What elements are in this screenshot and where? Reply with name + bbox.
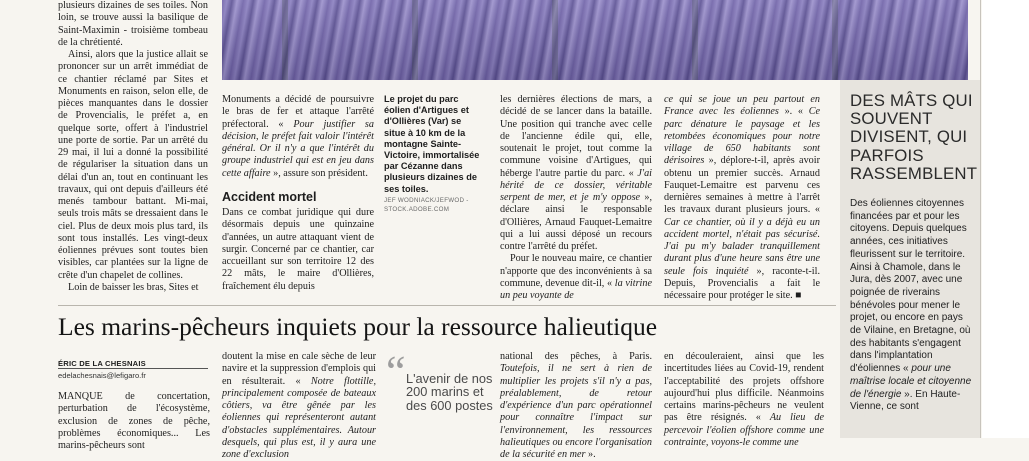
author-email: edelachesnais@lefigaro.fr: [58, 371, 146, 380]
paragraph: Monuments a décidé de poursuivre le bras de fer et attaque l'arrêté préfectoral. « Pour justifier sa décision, le préfet fait valoir l'intérêt général. Or il n'y a que l'intérêt du groupe industriel qui est en jeu dans cette affaire », assure son président.: [222, 94, 374, 179]
paragraph: en découleraient, ainsi que les incertitudes liées au Covid-19, rendent l'acceptabilité des projets offshore aujourd'hui plus difficile. Néanmoins certains marins-pêcheurs ne veulent pas être résignés. « Au lieu de percevoir l'éolien offshore comme une contrainte, voyons-le comme une: [664, 351, 824, 448]
lavender-field-photo: [222, 0, 968, 80]
article-separator: [58, 305, 836, 306]
pull-quote: L'avenir de nos 200 marins et des 600 postes: [406, 371, 493, 413]
paragraph: doutent la mise en cale sèche de leur navire et la suppression d'emplois qui en résulterait. « Notre flottille, principalement composée de bateaux côtiers, va être gênée par les éoliennes qui représenteront autant d'obstacles supplémentaires. Autour desquels, qui plus est, il y aura une zone d'exclusion: [222, 351, 376, 460]
article-column-2: [222, 94, 374, 190]
subheading: Accident mortel: [222, 190, 317, 204]
article-column-2-continued: [222, 207, 374, 293]
paragraph: plusieurs dizaines de ses toiles. Non loin, se trouve aussi la basilique de Saint-Maximin - troisième tombeau de la chrétienté.: [58, 0, 208, 48]
quote-mark-icon: “: [386, 347, 406, 396]
article2-column-4: [664, 351, 824, 448]
article-headline: Les marins-pêcheurs inquiets pour la ressource halieutique: [58, 312, 658, 341]
article-column-1: [58, 0, 208, 296]
paragraph: Loin de baisser les bras, Sites et: [68, 281, 199, 293]
photo-credit: JEF WODNIACK/JEFWOD - STOCK.ADOBE.COM: [384, 197, 469, 213]
page-margin: [982, 0, 1029, 438]
paragraph: Pour le nouveau maire, ce chantier n'apporte que des inconvénients à sa commune, devenue dit-il, « la vitrine un peu voyante de: [500, 253, 652, 301]
article-column-4: [664, 94, 821, 301]
sidebar-text: Des éoliennes citoyennes financées par et pour les citoyens. Depuis quelques années, ces initiatives fleurissent sur le territoire. Ainsi à Chamole, dans le Jura, dès 2007, avec une poignée de riverains bénévoles pour mener le projet, ou encore en pays de Vilaine, en Bretagne, où des habitants s'engagent dans l'implantation d'éoliennes « pour une maîtrise locale et citoyenne de l'énergie ». En Haute-Vienne, ce sont: [850, 198, 972, 413]
paragraph: Ainsi, alors que la justice allait se prononcer sur un arrêt immédiat de ce chantier réclamé par Sites et Monuments en raison, selon elle, de pièces manquantes dans le dossier de Provencialis, le préfet a, en quelque sorte, offert à l'industriel une porte de sortie. Par un arrêté du 29 mai, il lui a donné la possibilité de régulariser la situation dans un délai d'un an, tout en continuant les travaux, qui ont depuis d'ailleurs été menés tambour battant. Mi-mai, seuls trois mâts se dressaient dans le ciel. Plus de deux mois plus tard, ils sont tous installés. Les vingt-deux éoliennes prévues sont toutes bien visibles, car plantées sur la ligne de crête d'un chapelet de collines.: [58, 49, 208, 281]
article2-column-3: [500, 351, 652, 460]
sidebar-title: DES MÂTS QUI SOUVENT DIVISENT, QUI PARFOIS RASSEMBLENT: [850, 91, 978, 183]
page-edge-rule: [980, 0, 981, 438]
author-divider: [58, 368, 208, 369]
paragraph: ce qui se joue un peu partout en France avec les éoliennes ». « Ce parc dénature le paysage et les retombées économiques pour notre village de 650 habitants sont dérisoires », déplore-t-il, après avoir obtenu un premier succès. Arnaud Fauquet-Lemaitre est parvenu ces dernières semaines à mettre à l'arrêt les travaux durant plusieurs jours. « Car ce chantier, où il y a déjà eu un accident mortel, n'était pas sécurisé. J'ai pu m'y balader tranquillement durant plus d'une heure sans être une seule fois inquiété », raconte-t-il. Depuis, Provencialis a fait le nécessaire pour protéger le site. ■: [664, 94, 821, 301]
article-column-3: [500, 94, 652, 301]
paragraph: Dans ce combat juridique qui dure désormais depuis une quinzaine d'années, un autre attaquant vient de surgir. Concerné par ce chantier, car accueillant sur son territoire 12 des 22 mâts, le maire d'Ollières, fraîchement élu depuis: [222, 207, 374, 292]
paragraph: national des pêches, à Paris. Toutefois, il ne sert à rien de multiplier les projets s'il n'y a pas, préalablement, de retour d'expérience d'un parc opérationnel pour connaître l'impact sur l'environnement, les ressources halieutiques ou encore l'organisation de la sécurité en mer ».: [500, 351, 652, 460]
paragraph: MANQUE de concertation, perturbation de l'écosystème, exclusion de zones de pêche, problèmes économiques... Les marins-pêcheurs sont: [58, 391, 210, 451]
article2-column-1: [58, 391, 210, 451]
author-name: ÉRIC DE LA CHESNAIS: [58, 359, 146, 368]
article2-column-2: [222, 351, 376, 460]
paragraph: les dernières élections de mars, a décidé de se lancer dans la bataille. Une position qui tranche avec celle de l'ancienne édile qui, elle, soutenait le projet, tout comme la commune voisine d'Artigues, qui héberge l'autre partie du parc. « J'ai hérité de ce dossier, véritable serpent de mer, et je m'y oppose », déclare ainsi le responsable d'Ollières, Arnaud Fauquet-Lemaitre qui a lui aussi déposé un recours contre l'arrêté du préfet.: [500, 94, 652, 252]
photo-caption: Le projet du parc éolien d'Artigues et d'Ollières (Var) se situe à 10 km de la montagne Sainte-Victoire, immortalisée par Cézanne dans plusieurs dizaines de ses toiles.: [384, 94, 480, 194]
